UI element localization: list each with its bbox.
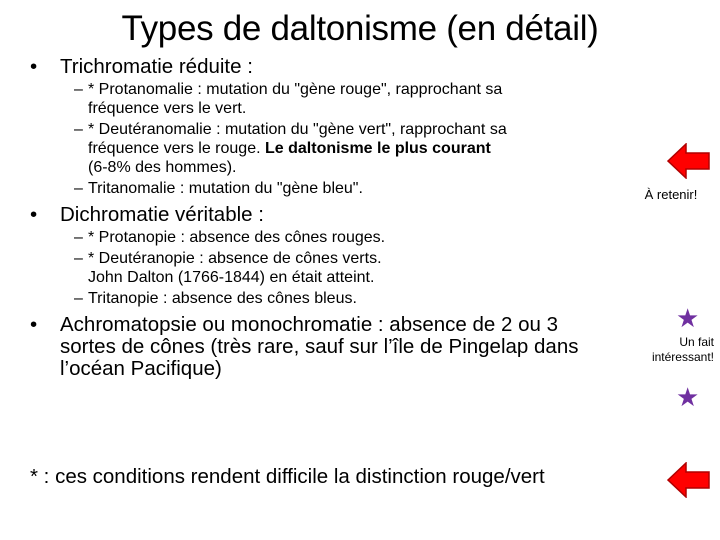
sub-bullet-line: (6-8% des hommes). bbox=[88, 159, 237, 176]
sub-bullet-line: * Deutéranopie : absence de cônes verts. bbox=[88, 250, 382, 267]
sub-bullet-line: fréquence vers le vert. bbox=[88, 100, 247, 117]
dash-icon: – bbox=[74, 290, 83, 307]
sub-bullet-line: * Protanopie : absence des cônes rouges. bbox=[88, 229, 386, 246]
arrow-shape bbox=[668, 144, 709, 178]
sub-bullet-deuteranomalie bbox=[30, 120, 630, 177]
sub-bullet-tritanopie bbox=[30, 289, 630, 308]
red-left-arrow-icon bbox=[667, 462, 711, 498]
bullet-icon: • bbox=[30, 203, 38, 226]
dash-icon: – bbox=[74, 81, 83, 98]
bullet-icon: • bbox=[30, 313, 38, 336]
retenir-label: À retenir! bbox=[644, 187, 698, 202]
sub-bullet-line: Tritanopie : absence des cônes bleus. bbox=[88, 290, 357, 307]
bullet-icon: • bbox=[30, 55, 38, 78]
fait-label-line: intéressant! bbox=[651, 350, 714, 364]
sub-bullet-line: * Deutéranomalie : mutation du "gène vert", rapprochant sa bbox=[88, 121, 507, 138]
sub-bullet-deuteranopie bbox=[30, 249, 630, 287]
dash-icon: – bbox=[74, 250, 83, 267]
purple-star-icon: ★ bbox=[676, 382, 700, 412]
bullet-line: Achromatopsie ou monochromatie : absence de 2 ou 3 bbox=[60, 313, 558, 336]
sub-bullet-line bbox=[88, 139, 630, 158]
bullet-achromatopsie bbox=[30, 314, 630, 380]
bullet-line: sortes de cônes (très rare, sauf sur l’île de Pingelap dans bbox=[60, 335, 579, 358]
slide-title: Types de daltonisme (en détail) bbox=[121, 9, 599, 48]
bullet-line: l’océan Pacifique) bbox=[60, 357, 222, 380]
bullet-text: Trichromatie réduite : bbox=[60, 55, 253, 78]
dash-icon: – bbox=[74, 229, 83, 246]
purple-star-icon: ★ bbox=[676, 303, 700, 333]
bullet-trichromatie bbox=[30, 56, 630, 78]
fait-label-line: Un fait bbox=[679, 335, 714, 349]
highlight-text: Le daltonisme le plus courant bbox=[265, 140, 491, 157]
sub-bullet-protanomalie bbox=[30, 80, 630, 118]
slide-body bbox=[30, 56, 630, 382]
bullet-dichromatie bbox=[30, 204, 630, 226]
dash-icon: – bbox=[74, 180, 83, 197]
sub-bullet-line: * Protanomalie : mutation du "gène rouge", rapprochant sa bbox=[88, 81, 503, 98]
sub-bullet-line: Tritanomalie : mutation du "gène bleu". bbox=[88, 180, 363, 197]
dash-icon: – bbox=[74, 121, 83, 138]
sub-bullet-line-text: fréquence vers le rouge. bbox=[88, 140, 265, 157]
sub-bullet-line: John Dalton (1766-1844) en était atteint. bbox=[88, 269, 375, 286]
footnote: * : ces conditions rendent difficile la distinction rouge/vert bbox=[30, 465, 545, 488]
red-left-arrow-icon bbox=[667, 143, 711, 179]
sub-bullet-protanopie bbox=[30, 228, 630, 247]
sub-bullet-tritanomalie bbox=[30, 179, 630, 198]
bullet-text: Dichromatie véritable : bbox=[60, 203, 264, 226]
fait-label bbox=[632, 335, 720, 365]
arrow-shape bbox=[668, 463, 709, 497]
